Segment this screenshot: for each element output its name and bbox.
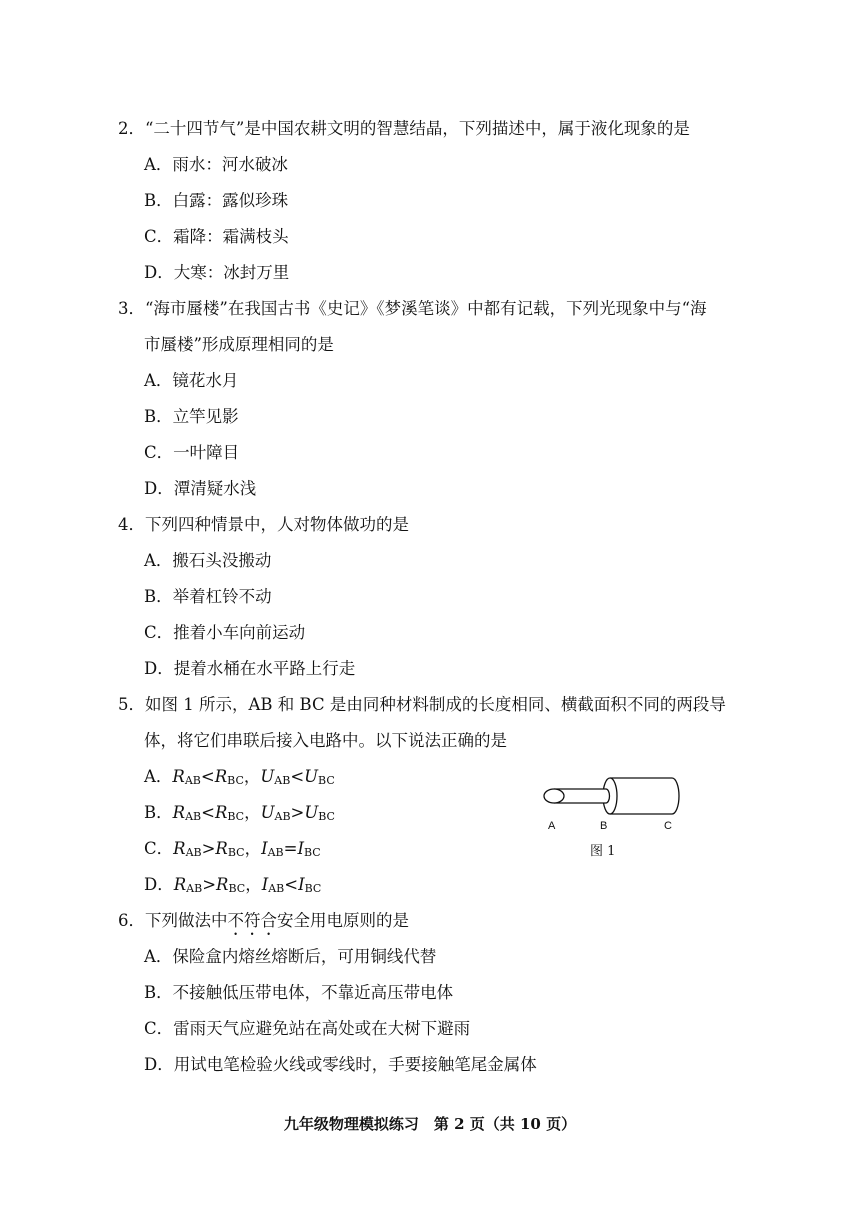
- question-5-option-a: A．RAB<RBC，UAB<UBC: [144, 767, 335, 787]
- question-4-stem: 4．下列四种情景中，人对物体做功的是: [118, 515, 409, 534]
- question-6-option-c: C．雷雨天气应避免站在高处或在大树下避雨: [144, 1019, 471, 1038]
- question-6-option-b: B．不接触低压带电体，不靠近高压带电体: [144, 983, 454, 1002]
- question-6-stem: 6．下列做法中不符合安全用电原则的是: [118, 911, 409, 930]
- question-2-option-c: C．霜降：霜满枝头: [144, 227, 289, 246]
- question-3-option-a: A．镜花水月: [144, 371, 239, 390]
- question-3-option-c: C．一叶障目: [144, 443, 240, 462]
- question-4-option-c: C．推着小车向前运动: [144, 623, 306, 642]
- question-4-option-b: B．举着杠铃不动: [144, 587, 272, 606]
- question-2-option-b: B．白露：露似珍珠: [144, 191, 289, 210]
- question-2-option-d: D．大寒：冰封万里: [144, 263, 290, 282]
- page-footer: 九年级物理模拟练习 第 2 页（共 10 页）: [283, 1115, 577, 1133]
- label-c: C: [664, 820, 672, 832]
- label-b: B: [600, 820, 608, 832]
- question-4-option-a: A．搬石头没搬动: [144, 551, 272, 570]
- question-5-option-c: C．RAB>RBC，IAB=IBC: [144, 839, 321, 859]
- conductor-bc-body: [610, 778, 679, 814]
- emphasis-not-comply: 不符合: [227, 911, 277, 930]
- question-2-option-a: A．雨水：河水破冰: [144, 155, 288, 174]
- figure-1-conductors: [536, 774, 686, 864]
- question-3-option-b: B．立竿见影: [144, 407, 239, 426]
- question-6-option-d: D．用试电笔检验火线或零线时，手要接触笔尾金属体: [144, 1055, 537, 1074]
- conductor-ab-end: [544, 789, 564, 803]
- question-5-stem: 5．如图 1 所示，AB 和 BC 是由同种材料制成的长度相同、横截面积不同的两段导: [118, 695, 726, 714]
- question-4-option-d: D．提着水桶在水平路上行走: [144, 659, 356, 678]
- figure-caption: 图 1: [590, 844, 616, 859]
- question-3-option-d: D．潭清疑水浅: [144, 479, 257, 498]
- question-5-stem-continued: 体，将它们串联后接入电路中。以下说法正确的是: [144, 731, 507, 750]
- question-3-stem-continued: 市蜃楼”形成原理相同的是: [144, 335, 334, 354]
- label-a: A: [548, 820, 556, 832]
- question-5-option-b: B．RAB<RBC，UAB>UBC: [144, 803, 335, 823]
- question-3-stem: 3．“海市蜃楼”在我国古书《史记》《梦溪笔谈》中都有记载，下列光现象中与“海: [118, 299, 707, 318]
- question-5-option-d: D．RAB>RBC，IAB<IBC: [144, 875, 322, 895]
- question-6-option-a: A．保险盒内熔丝熔断后，可用铜线代替: [144, 947, 437, 966]
- question-2-stem: 2．“二十四节气”是中国农耕文明的智慧结晶，下列描述中，属于液化现象的是: [118, 119, 690, 138]
